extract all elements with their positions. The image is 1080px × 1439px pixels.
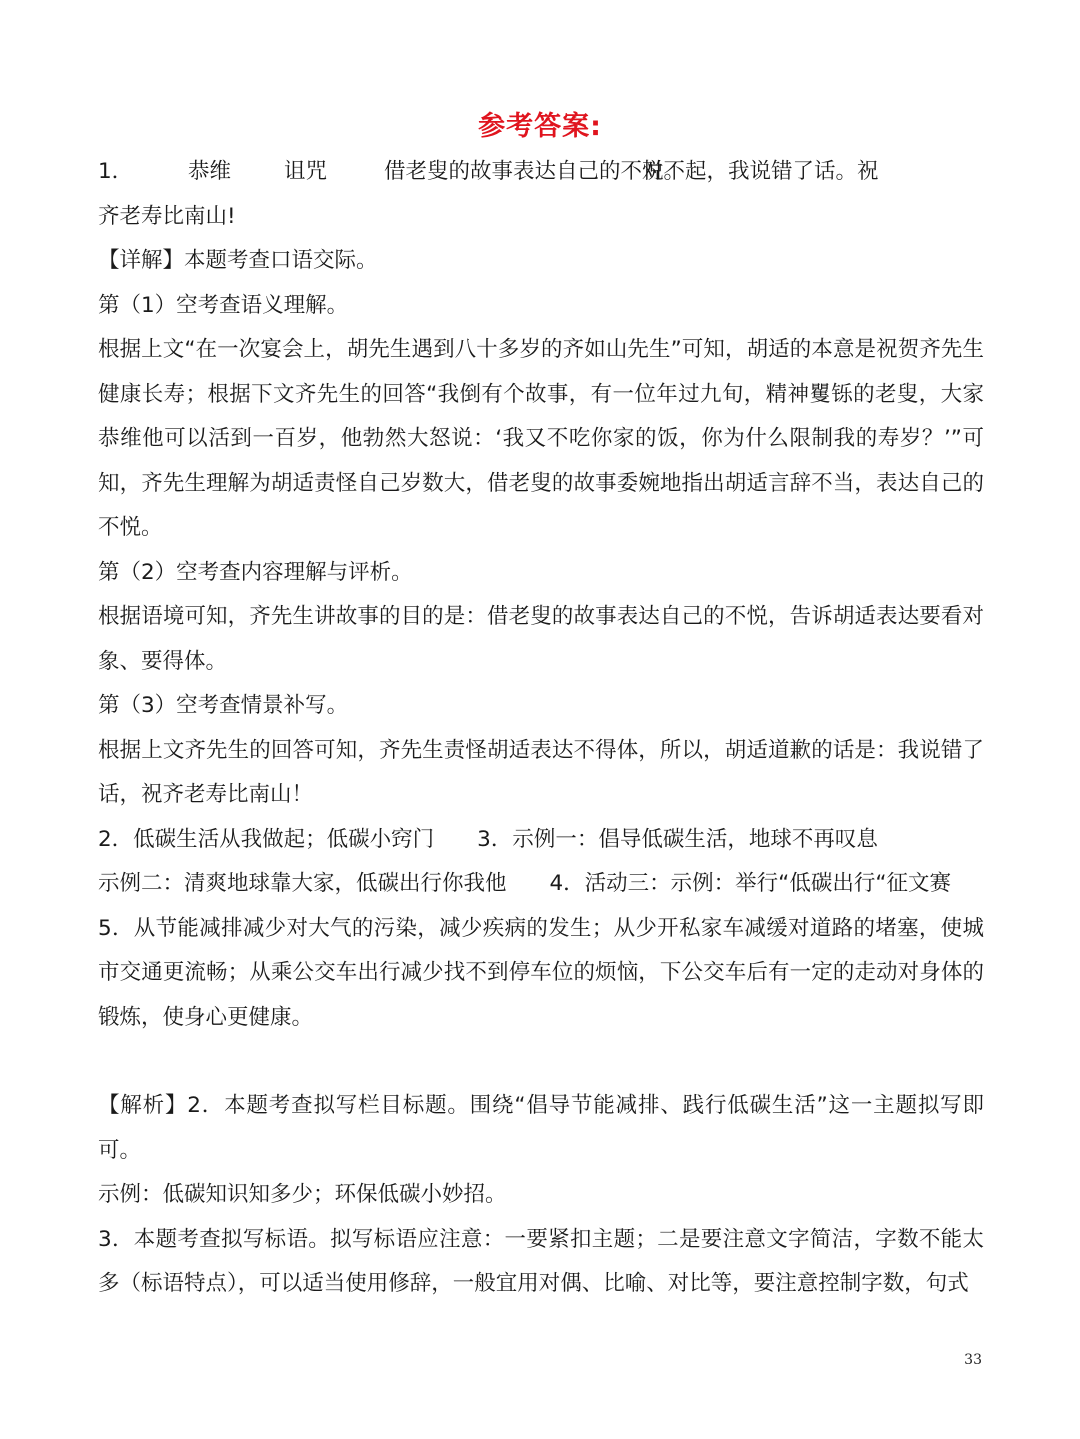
analysis-paragraph: 【解析】2．本题考查拟写栏目标题。围绕“倡导节能减排、践行低碳生活”这一主题拟写即可。 bbox=[98, 1093, 984, 1163]
answer-1-line bbox=[98, 150, 984, 195]
document-body bbox=[98, 150, 984, 1307]
paragraph: 根据语境可知，齐先生讲故事的目的是：借老叟的故事表达自己的不悦，告诉胡适表达要看对象、要得体。 bbox=[98, 604, 984, 674]
paragraph: 根据上文齐先生的回答可知，齐先生责怪胡适表达不得体，所以，胡适道歉的话是：我说错了话，祝齐老寿比南山！ bbox=[98, 737, 984, 807]
paragraph: 第（3）空考查情景补写。 bbox=[98, 693, 349, 718]
analysis-paragraph: 3．本题考查拟写标语。拟写标语应注意：一要紧扣主题；二是要注意文字简洁，字数不能太多（标语特点），可以适当使用修辞，一般宜用对偶、比喻、对比等，要注意控制字数，句式 bbox=[98, 1226, 984, 1296]
analysis-paragraph: 示例：低碳知识知多少；环保低碳小妙招。 bbox=[98, 1182, 507, 1207]
paragraph: 第（1）空考查语义理解。 bbox=[98, 292, 349, 318]
blank-spacer bbox=[98, 1040, 984, 1084]
answer-1-blank-4: 对不起，我说错了话。祝 bbox=[642, 159, 879, 184]
paragraph: 根据上文“在一次宴会上，胡先生遇到八十多岁的齐如山先生”可知，胡适的本意是祝贺齐先生健康长寿；根据下文齐先生的回答“我倒有个故事，有一位年过九旬，精神矍铄的老叟，大家恭维他可以活到一百岁，他勃然大怒说：‘我又不吃你家的饭，你为什么限制我的寿岁？’”可知，齐先生理解为胡适责怪自己岁数大，借老叟的故事委婉地指出胡适言辞不当，表达自己的不悦。 bbox=[98, 337, 984, 540]
page-number: 33 bbox=[964, 1352, 982, 1368]
paragraph: 5．从节能减排减少对大气的污染，减少疾病的发生；从少开私家车减缓对道路的堵塞，使城市交通更流畅；从乘公交车出行减少找不到停车位的烦恼，下公交车后有一定的走动对身体的锻炼，使身心更健康。 bbox=[98, 915, 984, 1030]
paragraph: 示例二：清爽地球靠大家，低碳出行你我他 4．活动三：示例：举行“低碳出行“征文赛 bbox=[98, 871, 951, 896]
answer-1-blank-1: 恭维 bbox=[188, 159, 232, 184]
paragraph: 第（2）空考查内容理解与评析。 bbox=[98, 559, 413, 585]
page-title: 参考答案: bbox=[478, 111, 602, 142]
answer-1-continuation: 齐老寿比南山! bbox=[98, 203, 236, 229]
paragraph: 【详解】本题考查口语交际。 bbox=[98, 248, 378, 273]
paragraph: 2．低碳生活从我做起；低碳小窍门 3．示例一：倡导低碳生活，地球不再叹息 bbox=[98, 826, 878, 852]
answer-1-number: 1． bbox=[98, 159, 134, 184]
answer-1-blank-2: 诅咒 bbox=[284, 159, 328, 184]
answer-1-blank-3: 借老叟的故事表达自己的不悦。 bbox=[384, 159, 686, 184]
